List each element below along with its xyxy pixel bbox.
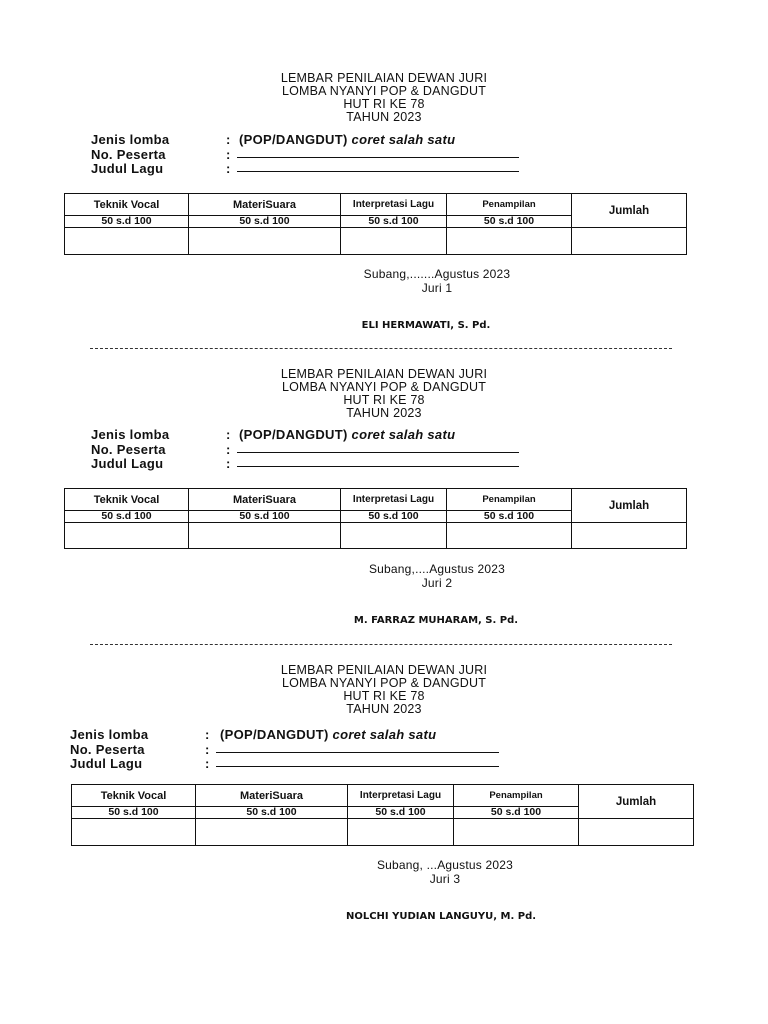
colon: : — [226, 427, 231, 442]
header-materi-suara: MateriSuara — [189, 489, 341, 511]
judul-lagu-label: Judul Lagu — [91, 456, 164, 471]
no-peserta-blank[interactable] — [237, 157, 519, 158]
jenis-lomba-value — [239, 133, 455, 148]
range-teknik-vocal: 50 s.d 100 — [65, 511, 189, 523]
jenis-lomba-value — [239, 428, 455, 443]
jenis-lomba-label: Jenis lomba — [91, 132, 170, 147]
form-title: LEMBAR PENILAIAN DEWAN JURI — [280, 71, 488, 85]
header-interpretasi-lagu: Interpretasi Lagu — [348, 785, 454, 807]
range-penampilan: 50 s.d 100 — [447, 216, 572, 228]
range-materi-suara: 50 s.d 100 — [196, 807, 348, 819]
score-cell-penampilan[interactable] — [447, 228, 572, 255]
jenis-lomba-label: Jenis lomba — [70, 727, 149, 742]
header-penampilan: Penampilan — [454, 785, 579, 807]
header-materi-suara: MateriSuara — [196, 785, 348, 807]
score-cell-interpretasi-lagu[interactable] — [348, 819, 454, 846]
cut-line-1 — [90, 348, 672, 349]
colon: : — [205, 741, 210, 757]
range-materi-suara: 50 s.d 100 — [189, 216, 341, 228]
form-title: LEMBAR PENILAIAN DEWAN JURI — [280, 663, 488, 677]
form-3-header — [0, 664, 768, 716]
year-title: TAHUN 2023 — [346, 110, 422, 124]
range-penampilan: 50 s.d 100 — [447, 511, 572, 523]
form-2-score-table — [64, 488, 687, 549]
colon: : — [205, 756, 210, 771]
range-teknik-vocal: 50 s.d 100 — [65, 216, 189, 228]
score-cell-materi-suara[interactable] — [189, 228, 341, 255]
header-teknik-vocal: Teknik Vocal — [65, 194, 189, 216]
jenis-lomba-note: coret salah satu — [351, 132, 456, 147]
occasion-title: HUT RI KE 78 — [343, 97, 425, 111]
score-cell-interpretasi-lagu[interactable] — [341, 228, 447, 255]
form-2-juri-label: Juri 2 — [421, 576, 453, 590]
year-title: TAHUN 2023 — [346, 702, 422, 716]
range-teknik-vocal: 50 s.d 100 — [72, 807, 196, 819]
year-title: TAHUN 2023 — [346, 406, 422, 420]
score-cell-materi-suara[interactable] — [189, 523, 341, 549]
form-2-fields — [91, 428, 541, 472]
judul-lagu-label: Judul Lagu — [91, 161, 164, 176]
no-peserta-label: No. Peserta — [91, 441, 166, 457]
no-peserta-blank[interactable] — [237, 452, 519, 453]
judul-lagu-blank[interactable] — [216, 766, 499, 767]
cut-line-2 — [90, 644, 672, 645]
event-title: LOMBA NYANYI POP & DANGDUT — [281, 676, 487, 690]
occasion-title: HUT RI KE 78 — [343, 689, 425, 703]
jenis-lomba-options: (POP/DANGDUT) — [239, 132, 348, 147]
form-1-header — [0, 72, 768, 124]
form-title: LEMBAR PENILAIAN DEWAN JURI — [280, 367, 488, 381]
no-peserta-label: No. Peserta — [70, 741, 145, 757]
event-title: LOMBA NYANYI POP & DANGDUT — [281, 84, 487, 98]
range-interpretasi-lagu: 50 s.d 100 — [341, 511, 447, 523]
jenis-lomba-options: (POP/DANGDUT) — [220, 727, 329, 742]
header-penampilan: Penampilan — [447, 194, 572, 216]
form-1-juri-name: ELI HERMAWATI, S. Pd. — [361, 320, 491, 331]
score-cell-jumlah[interactable] — [579, 819, 694, 846]
jenis-lomba-options: (POP/DANGDUT) — [239, 427, 348, 442]
judul-lagu-row — [70, 757, 520, 772]
header-teknik-vocal: Teknik Vocal — [65, 489, 189, 511]
no-peserta-row — [70, 743, 520, 758]
jenis-lomba-row — [91, 133, 541, 148]
colon: : — [226, 132, 231, 147]
form-3-juri-name: NOLCHI YUDIAN LANGUYU, M. Pd. — [345, 911, 537, 922]
score-cell-interpretasi-lagu[interactable] — [341, 523, 447, 549]
colon: : — [226, 146, 231, 162]
header-jumlah: Jumlah — [572, 194, 687, 228]
score-cell-jumlah[interactable] — [572, 228, 687, 255]
colon: : — [226, 161, 231, 176]
no-peserta-row — [91, 148, 541, 163]
header-materi-suara: MateriSuara — [189, 194, 341, 216]
occasion-title: HUT RI KE 78 — [343, 393, 425, 407]
form-2-juri-name: M. FARRAZ MUHARAM, S. Pd. — [353, 615, 519, 626]
range-interpretasi-lagu: 50 s.d 100 — [341, 216, 447, 228]
judul-lagu-row — [91, 162, 541, 177]
event-title: LOMBA NYANYI POP & DANGDUT — [281, 380, 487, 394]
form-3-score-table — [71, 784, 694, 846]
judul-lagu-blank[interactable] — [237, 466, 519, 467]
form-3-juri-label: Juri 3 — [429, 872, 461, 886]
header-interpretasi-lagu: Interpretasi Lagu — [341, 194, 447, 216]
form-2-sign-date: Subang,....Agustus 2023 — [368, 562, 506, 576]
form-2-header — [0, 368, 768, 420]
score-cell-jumlah[interactable] — [572, 523, 687, 549]
form-1-juri-label: Juri 1 — [421, 281, 453, 295]
colon: : — [226, 441, 231, 457]
form-3-fields — [70, 728, 520, 772]
score-cell-materi-suara[interactable] — [196, 819, 348, 846]
range-materi-suara: 50 s.d 100 — [189, 511, 341, 523]
judul-lagu-blank[interactable] — [237, 171, 519, 172]
score-cell-penampilan[interactable] — [447, 523, 572, 549]
header-jumlah: Jumlah — [579, 785, 694, 819]
colon: : — [205, 727, 210, 742]
judul-lagu-row — [91, 457, 541, 472]
jenis-lomba-note: coret salah satu — [332, 727, 437, 742]
jenis-lomba-row — [91, 428, 541, 443]
jenis-lomba-value — [220, 728, 436, 743]
score-cell-teknik-vocal[interactable] — [65, 523, 189, 549]
range-penampilan: 50 s.d 100 — [454, 807, 579, 819]
header-jumlah: Jumlah — [572, 489, 687, 523]
form-1-fields — [91, 133, 541, 177]
form-3-sign-date: Subang, ...Agustus 2023 — [376, 858, 514, 872]
score-cell-penampilan[interactable] — [454, 819, 579, 846]
header-interpretasi-lagu: Interpretasi Lagu — [341, 489, 447, 511]
header-teknik-vocal: Teknik Vocal — [72, 785, 196, 807]
jenis-lomba-row — [70, 728, 520, 743]
judul-lagu-label: Judul Lagu — [70, 756, 143, 771]
range-interpretasi-lagu: 50 s.d 100 — [348, 807, 454, 819]
jenis-lomba-label: Jenis lomba — [91, 427, 170, 442]
score-cell-teknik-vocal[interactable] — [65, 228, 189, 255]
no-peserta-blank[interactable] — [216, 752, 499, 753]
score-cell-teknik-vocal[interactable] — [72, 819, 196, 846]
header-penampilan: Penampilan — [447, 489, 572, 511]
form-1-score-table — [64, 193, 687, 255]
jenis-lomba-note: coret salah satu — [351, 427, 456, 442]
form-1-sign-date: Subang,.......Agustus 2023 — [363, 267, 511, 281]
no-peserta-label: No. Peserta — [91, 146, 166, 162]
colon: : — [226, 456, 231, 471]
no-peserta-row — [91, 443, 541, 458]
